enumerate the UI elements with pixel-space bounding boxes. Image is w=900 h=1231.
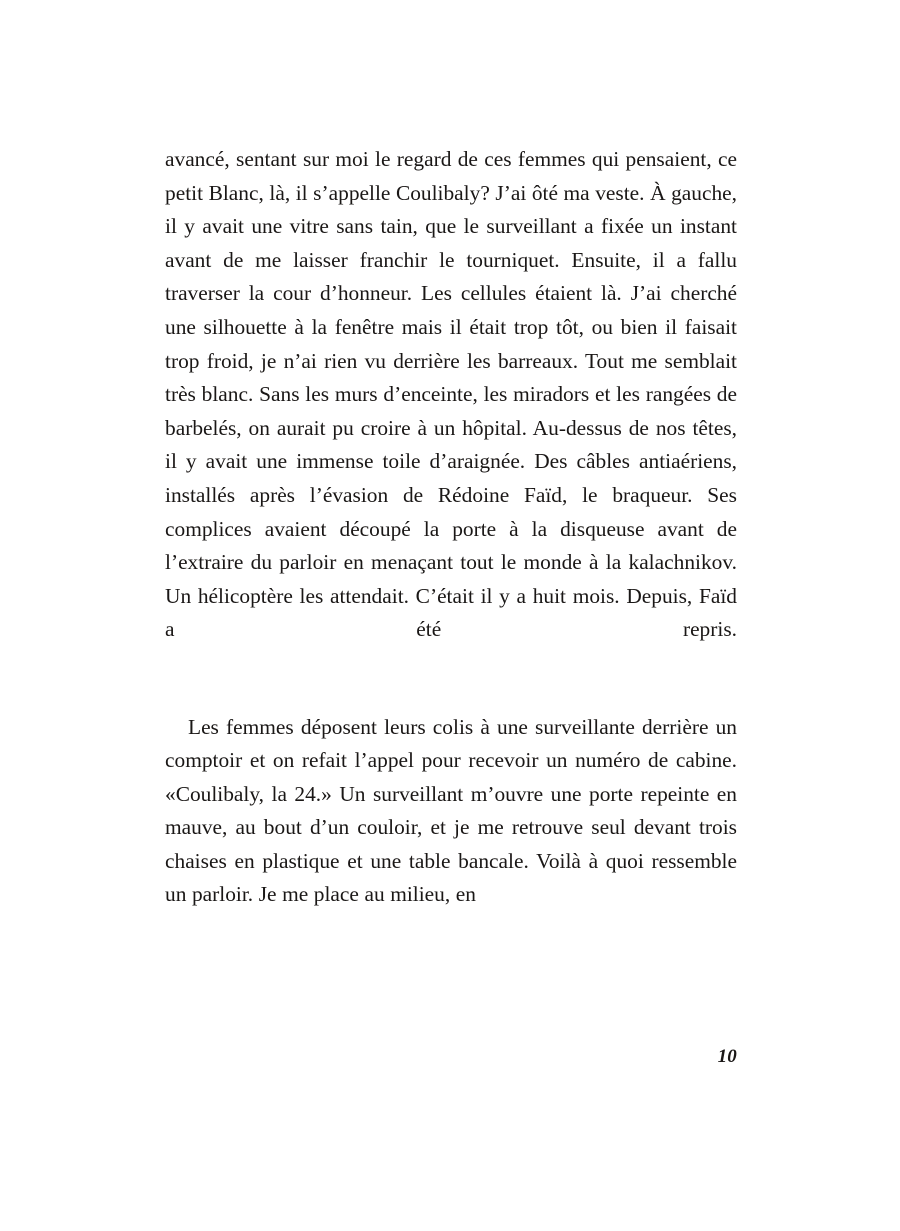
text-column [165,143,737,912]
paragraph-continued: avancé, sentant sur moi le regard de ces femmes qui pensaient, ce petit Blanc, là, il s’appelle Coulibaly? J’ai ôté ma veste. À gauche, il y avait une vitre sans tain, que le surveillant a fixée un instant avant de me laisser franchir le tourniquet. Ensuite, il a fallu traverser la cour d’honneur. Les cellules étaient là. J’ai cherché une silhouette à la fenêtre mais il était trop tôt, ou bien il faisait trop froid, je n’ai rien vu derrière les barreaux. Tout me semblait très blanc. Sans les murs d’enceinte, les miradors et les rangées de barbelés, on aurait pu croire à un hôpital. Au-dessus de nos têtes, il y avait une immense toile d’araignée. Des câbles antiaériens, installés après l’évasion de Rédoine Faïd, le braqueur. Ses complices avaient découpé la porte à la disqueuse avant de l’extraire du parloir en menaçant tout le monde à la kalachnikov. Un hélicoptère les attendait. C’était il y a huit mois. Depuis, Faïd a été repris. [165,147,737,642]
paragraph-parloir: Les femmes déposent leurs colis à une surveillante derrière un comptoir et on refait l’appel pour recevoir un numéro de cabine. «Coulibaly, la 24.» Un surveillant m’ouvre une porte repeinte en mauve, au bout d’un couloir, et je me retrouve seul devant trois chaises en plastique et une table bancale. Voilà à quoi ressemble un parloir. Je me place au milieu, en [165,714,737,907]
page-number: 10 [717,1046,737,1067]
paragraph-spacer [165,681,737,711]
